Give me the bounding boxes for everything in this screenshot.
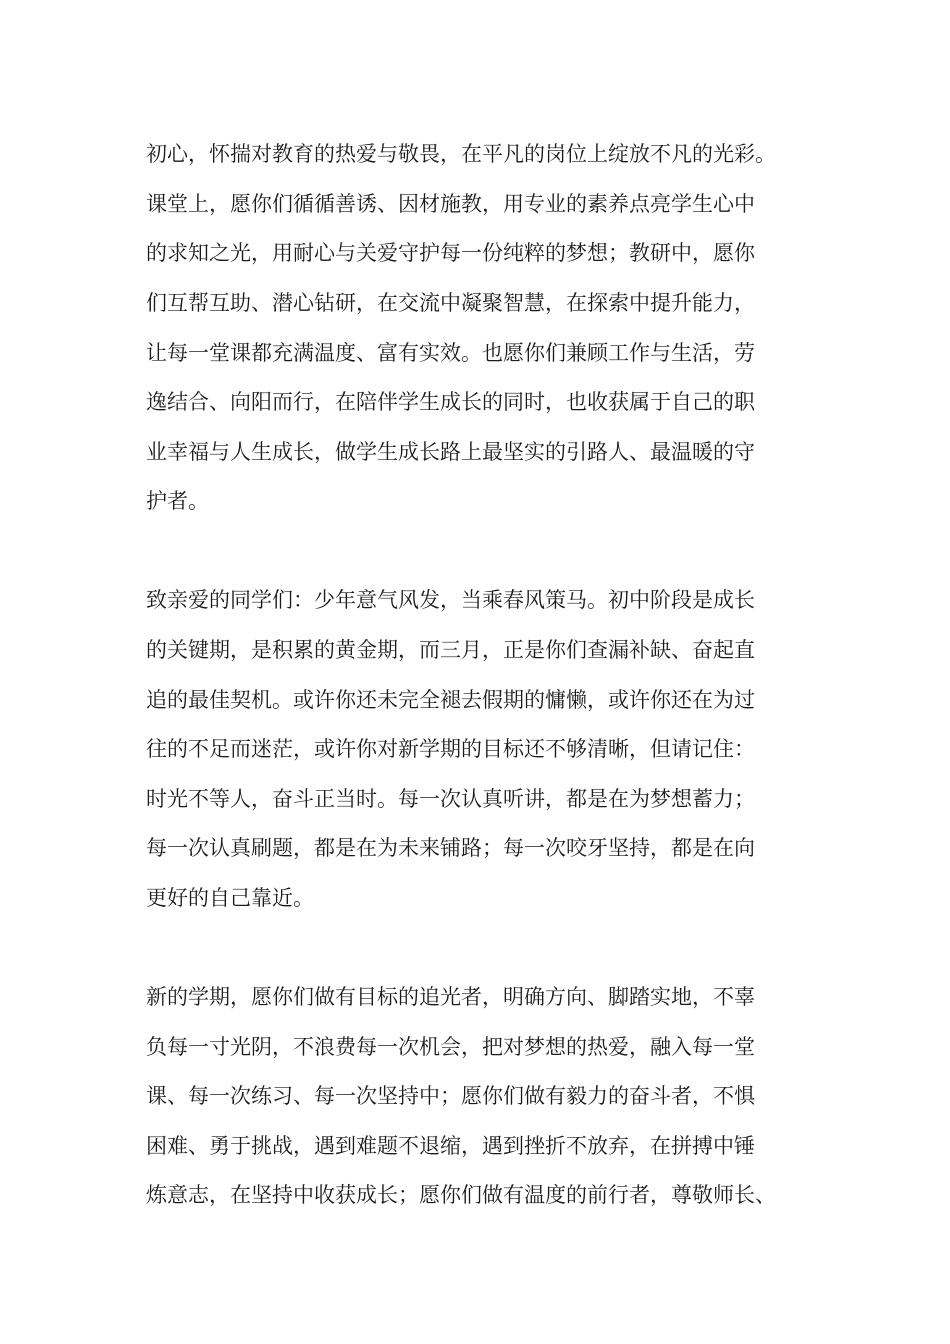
text-line: 追的最佳契机。或许你还未完全褪去假期的慵懒，或许你还在为过 [146,688,755,712]
text-line: 护者。 [146,489,209,513]
text-line: 的求知之光，用耐心与关爱守护每一份纯粹的梦想；教研中，愿你 [146,241,755,265]
text-line: 新的学期，愿你们做有目标的追光者，明确方向、脚踏实地，不辜 [146,985,755,1009]
text-line: 困难、勇于挑战，遇到难题不退缩，遇到挫折不放弃，在拼搏中锤 [146,1134,755,1158]
text-line: 初心，怀揣对教育的热爱与敬畏，在平凡的岗位上绽放不凡的光彩。 [146,142,776,166]
text-line: 逸结合、向阳而行，在陪伴学生成长的同时，也收获属于自己的职 [146,390,755,414]
text-line: 的关键期，是积累的黄金期，而三月，正是你们查漏补缺、奋起直 [146,638,755,662]
text-line: 致亲爱的同学们：少年意气风发，当乘春风策马。初中阶段是成长 [146,588,755,612]
text-line: 让每一堂课都充满温度、富有实效。也愿你们兼顾工作与生活，劳 [146,341,755,365]
text-line: 往的不足而迷茫，或许你对新学期的目标还不够清晰，但请记住： [146,737,755,761]
text-line: 时光不等人，奋斗正当时。每一次认真听讲，都是在为梦想蓄力； [146,787,755,811]
text-line: 课、每一次练习、每一次坚持中；愿你们做有毅力的奋斗者，不惧 [146,1084,755,1108]
text-line: 更好的自己靠近。 [146,886,314,910]
text-line: 课堂上，愿你们循循善诱、因材施教，用专业的素养点亮学生心中 [146,192,755,216]
text-line: 业幸福与人生成长，做学生成长路上最坚实的引路人、最温暖的守 [146,440,755,464]
text-line: 每一次认真刷题，都是在为未来铺路；每一次咬牙坚持，都是在向 [146,836,755,860]
text-line: 负每一寸光阴，不浪费每一次机会，把对梦想的热爱，融入每一堂 [146,1035,755,1059]
text-line: 炼意志，在坚持中收获成长；愿你们做有温度的前行者，尊敬师长、 [146,1183,776,1207]
text-line: 们互帮互助、潜心钻研，在交流中凝聚智慧，在探索中提升能力， [146,291,755,315]
